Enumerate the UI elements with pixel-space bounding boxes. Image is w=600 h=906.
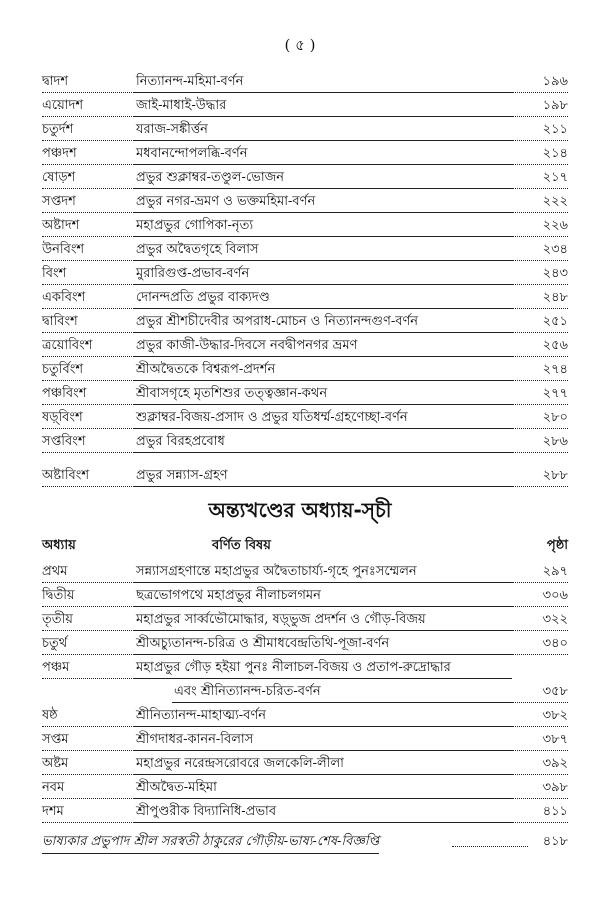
toc-row <box>42 562 568 586</box>
chapter-name: নবম <box>42 778 134 799</box>
toc-row <box>42 432 568 456</box>
column-header-chapter: অধ্যায় <box>42 538 76 553</box>
chapter-title: জাই-মাধাই-উদ্ধার <box>134 96 512 117</box>
chapter-name: ষষ্ঠ <box>42 706 134 727</box>
toc-row <box>42 360 568 384</box>
chapter-title: প্রভুর নগর-ভ্রমণ ও ভক্তমহিমা-বর্ণন <box>134 192 512 213</box>
column-headers <box>42 536 568 558</box>
page-ref: ২৪৩ <box>512 264 568 285</box>
chapter-title: শ্রীঅচ্যুতানন্দ-চরিত্র ও শ্রীমাধবেন্দ্রতিথি-পূজা-বর্ণন <box>134 634 512 655</box>
chapter-name: পঞ্চবিংশ <box>42 384 134 405</box>
chapter-title: মুরারিগুপ্ত-প্রভাব-বর্ণন <box>134 264 512 285</box>
chapter-title: শ্রীঅদ্বৈত-মহিমা <box>134 778 512 799</box>
chapter-title: প্রভুর বিরহপ্রবোধ <box>134 432 512 453</box>
toc-row <box>42 802 568 826</box>
chapter-title: প্রভুর সন্ন্যাস-গ্রহণ <box>134 466 512 487</box>
page-ref: ৩০৬ <box>512 586 568 607</box>
page-ref: ২২২ <box>512 192 568 213</box>
chapter-title: প্রভুর কাজী-উদ্ধার-দিবসে নবদ্বীপনগর ভ্রমণ <box>134 336 512 357</box>
page-ref: ২৮৮ <box>512 466 568 487</box>
chapter-name: ষড়্‌বিংশ <box>42 408 134 429</box>
chapter-name: অষ্টম <box>42 754 134 775</box>
page-ref: ২৮৬ <box>512 432 568 453</box>
chapter-name: বিংশ <box>42 264 134 285</box>
toc-row <box>42 586 568 610</box>
chapter-name: অষ্টাবিংশ <box>42 466 134 487</box>
chapter-title: শ্রীপুণ্ডরীক বিদ্যানিধি-প্রভাব <box>134 802 512 823</box>
column-header-subject: বর্ণিত বিষয় <box>212 538 271 553</box>
chapter-name: পঞ্চদশ <box>42 144 134 165</box>
page-ref: ৩৪০ <box>512 634 568 655</box>
toc-row <box>42 658 568 682</box>
chapter-name: সপ্তবিংশ <box>42 432 134 453</box>
page-ref: ২৩৪ <box>512 240 568 261</box>
chapter-name: তৃতীয় <box>42 610 134 631</box>
chapter-name: দ্বাবিংশ <box>42 312 134 333</box>
chapter-title: শ্রীবাসগৃহে মৃতশিশুর তত্ত্বজ্ঞান-কথন <box>134 384 512 405</box>
chapter-title: প্রভুর শুক্লাম্বর-তণ্ডুল-ভোজন <box>134 168 512 189</box>
chapter-title: এবং শ্রীনিত্যানন্দ-চরিত-বর্ণন <box>172 682 512 703</box>
chapter-name: দশম <box>42 802 134 823</box>
footer-leader <box>452 846 528 847</box>
chapter-title: শ্রীনিত্যানন্দ-মাহাত্ম্য-বর্ণন <box>134 706 512 727</box>
page-ref: ২৮০ <box>512 408 568 429</box>
chapter-title: মহাপ্রভুর গৌড় হইয়া পুনঃ নীলাচল-বিজয় ও প্রতাপ-রুদ্রোদ্ধার <box>134 658 512 679</box>
toc-row <box>42 336 568 360</box>
toc-row <box>42 408 568 432</box>
page-ref: ২৪৮ <box>512 288 568 309</box>
toc-row <box>42 288 568 312</box>
toc-row <box>42 120 568 144</box>
toc-row <box>42 778 568 802</box>
chapter-name: প্রথম <box>42 562 134 583</box>
page-ref: ৩৫৮ <box>512 682 568 703</box>
chapter-title: শ্রীগদাধর-কানন-বিলাস <box>134 730 512 751</box>
chapter-name: ষোড়শ <box>42 168 134 189</box>
chapter-title: ছত্রভোগপথে মহাপ্রভুর নীলাচলগমন <box>134 586 512 607</box>
toc-row <box>42 706 568 730</box>
chapter-name: পঞ্চম <box>42 658 134 679</box>
page-ref: ২৭৪ <box>512 360 568 381</box>
footer-title: ভাষ্যকার প্রভুপাদ শ্রীল সরস্বতী ঠাকুরের গৌড়ীয়-ভাষ্য-শেষ-বিজ্ঞপ্তি <box>42 832 379 854</box>
chapter-name: অষ্টাদশ <box>42 216 134 237</box>
chapter-title: শ্রীঅদ্বৈতকে বিশ্বরূপ-প্রদর্শন <box>134 360 512 381</box>
page-ref: ২৭৭ <box>512 384 568 405</box>
chapter-title: মহাপ্রভুর নরেন্দ্রসরোবরে জলকেলি-লীলা <box>134 754 512 775</box>
toc-row <box>42 466 568 490</box>
page-ref: ২৫৬ <box>512 336 568 357</box>
chapter-name: উনবিংশ <box>42 240 134 261</box>
chapter-name: ত্রয়োবিংশ <box>42 336 134 357</box>
page-ref: ৩৯৮ <box>512 778 568 799</box>
page-ref: ২৫১ <box>512 312 568 333</box>
page-number: ( ৫ ) <box>284 36 316 54</box>
chapter-name: একবিংশ <box>42 288 134 309</box>
toc-row <box>42 144 568 168</box>
chapter-title: প্রভুর শ্রীশচীদেবীর অপরাধ-মোচন ও নিত্যানন্দগুণ-বর্ণন <box>134 312 512 333</box>
toc-row <box>42 240 568 264</box>
page-ref: ২১১ <box>512 120 568 141</box>
chapter-name: চতুর্বিংশ <box>42 360 134 381</box>
page-ref: ৩৮২ <box>512 706 568 727</box>
chapter-name: সপ্তম <box>42 730 134 751</box>
page-ref: ৪১১ <box>512 802 568 823</box>
toc-part-1 <box>42 72 568 490</box>
section-heading: অন্ত্যখণ্ডের অধ্যায়-স্‌চী <box>208 498 392 522</box>
chapter-title: নিত্যানন্দ-মহিমা-বর্ণন <box>134 72 512 93</box>
toc-row <box>42 754 568 778</box>
chapter-name <box>42 682 134 683</box>
page-ref: ৩৯২ <box>512 754 568 775</box>
page-ref: ২৯৭ <box>512 562 568 583</box>
column-header-page: পৃষ্ঠা <box>546 538 568 553</box>
chapter-name: দ্বাদশ <box>42 72 134 93</box>
chapter-name: সপ্তদশ <box>42 192 134 213</box>
chapter-name: চতুর্থ <box>42 634 134 655</box>
page-ref: ২২৬ <box>512 216 568 237</box>
footer-page: ৪১৮ <box>542 834 568 849</box>
chapter-title: মধবানন্দোপলব্ধি-বর্ণন <box>134 144 512 165</box>
chapter-title: শুক্লাম্বর-বিজয়-প্রসাদ ও প্রভুর যতিধর্ম্ম-গ্রহণেচ্ছা-বর্ণন <box>134 408 512 429</box>
toc-row <box>42 610 568 634</box>
chapter-title: প্রভুর অদ্বৈতগৃহে বিলাস <box>134 240 512 261</box>
toc-row <box>42 730 568 754</box>
toc-row <box>42 312 568 336</box>
toc-row <box>42 72 568 96</box>
chapter-name: চতুর্দশ <box>42 120 134 141</box>
toc-row <box>42 264 568 288</box>
toc-row <box>42 384 568 408</box>
toc-row <box>42 682 568 706</box>
page-ref: ১৯৮ <box>512 96 568 117</box>
toc-row <box>42 192 568 216</box>
chapter-title: দোনন্দপ্রতি প্রভুর বাক্যদণ্ড <box>134 288 512 309</box>
page-ref: ২১৪ <box>512 144 568 165</box>
chapter-title: যরাজ-সঙ্কীর্ত্তন <box>134 120 512 141</box>
toc-row <box>42 634 568 658</box>
toc-row <box>42 216 568 240</box>
toc-row <box>42 96 568 120</box>
page-ref: ১৯৬ <box>512 72 568 93</box>
toc-row <box>42 168 568 192</box>
chapter-title: মহাপ্রভুর সার্ব্বভৌমোদ্ধার, ষড়্‌ভুজ প্রদর্শন ও গৌড়-বিজয় <box>134 610 512 631</box>
page-ref: ৩২২ <box>512 610 568 631</box>
toc-part-2 <box>42 562 568 826</box>
page-ref: ২১৭ <box>512 168 568 189</box>
page-ref <box>512 658 568 659</box>
chapter-title: মহাপ্রভুর গোপিকা-নৃত্য <box>134 216 512 237</box>
chapter-name: এয়োদশ <box>42 96 134 117</box>
page-ref: ৩৮৭ <box>512 730 568 751</box>
chapter-name: দ্বিতীয় <box>42 586 134 607</box>
chapter-title: সন্ন্যাসগ্রহণান্তে মহাপ্রভুর অদ্বৈতাচার্য্য-গৃহে পুনঃসম্মেলন <box>134 562 512 583</box>
